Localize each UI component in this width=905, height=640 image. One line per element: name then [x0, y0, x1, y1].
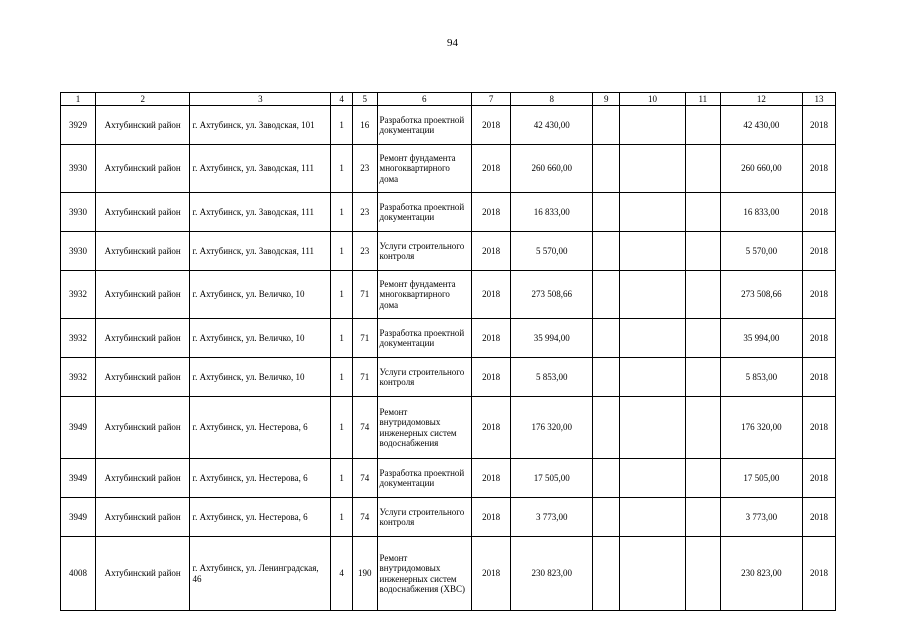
- col-5-value-cell: 71: [352, 319, 377, 358]
- row-number-cell: 3930: [61, 232, 96, 271]
- col-10-value-cell: [620, 537, 686, 611]
- table-header-row: [61, 93, 836, 106]
- total-amount-cell: 260 660,00: [720, 145, 802, 193]
- row-number-cell: 3932: [61, 358, 96, 397]
- row-number-cell: 3949: [61, 397, 96, 459]
- row-number-cell: 3949: [61, 498, 96, 537]
- col-5-value-cell: 74: [352, 498, 377, 537]
- district-cell: Ахтубинский район: [95, 459, 190, 498]
- column-header-10: 10: [620, 93, 686, 106]
- total-amount-cell: 3 773,00: [720, 498, 802, 537]
- col-9-value-cell: [593, 459, 620, 498]
- end-year-cell: 2018: [803, 193, 836, 232]
- col-11-value-cell: [685, 106, 720, 145]
- address-cell: г. Ахтубинск, ул. Заводская, 111: [190, 145, 331, 193]
- total-amount-cell: 42 430,00: [720, 106, 802, 145]
- year-cell: 2018: [472, 397, 511, 459]
- work-type-cell: Разработка проектной документации: [377, 319, 472, 358]
- column-header-1: 1: [61, 93, 96, 106]
- col-11-value-cell: [685, 498, 720, 537]
- column-header-6: 6: [377, 93, 472, 106]
- table-row: [61, 145, 836, 193]
- col-4-value-cell: 1: [331, 358, 353, 397]
- amount-cell: 176 320,00: [511, 397, 593, 459]
- year-cell: 2018: [472, 232, 511, 271]
- work-type-cell: Разработка проектной документации: [377, 193, 472, 232]
- year-cell: 2018: [472, 271, 511, 319]
- table-row: [61, 271, 836, 319]
- table-row: [61, 193, 836, 232]
- col-9-value-cell: [593, 537, 620, 611]
- col-5-value-cell: 74: [352, 459, 377, 498]
- year-cell: 2018: [472, 193, 511, 232]
- row-number-cell: 3930: [61, 145, 96, 193]
- col-11-value-cell: [685, 271, 720, 319]
- table-row: [61, 106, 836, 145]
- col-10-value-cell: [620, 358, 686, 397]
- address-cell: г. Ахтубинск, ул. Заводская, 101: [190, 106, 331, 145]
- address-cell: г. Ахтубинск, ул. Нестерова, 6: [190, 397, 331, 459]
- col-11-value-cell: [685, 145, 720, 193]
- col-5-value-cell: 16: [352, 106, 377, 145]
- col-11-value-cell: [685, 397, 720, 459]
- end-year-cell: 2018: [803, 397, 836, 459]
- year-cell: 2018: [472, 358, 511, 397]
- total-amount-cell: 17 505,00: [720, 459, 802, 498]
- col-4-value-cell: 1: [331, 319, 353, 358]
- end-year-cell: 2018: [803, 358, 836, 397]
- address-cell: г. Ахтубинск, ул. Ленинградская, 46: [190, 537, 331, 611]
- column-header-3: 3: [190, 93, 331, 106]
- amount-cell: 35 994,00: [511, 319, 593, 358]
- year-cell: 2018: [472, 537, 511, 611]
- col-5-value-cell: 190: [352, 537, 377, 611]
- total-amount-cell: 273 508,66: [720, 271, 802, 319]
- work-type-cell: Ремонт внутридомовых инженерных систем водоснабжения (ХВС): [377, 537, 472, 611]
- col-10-value-cell: [620, 498, 686, 537]
- amount-cell: 230 823,00: [511, 537, 593, 611]
- amount-cell: 260 660,00: [511, 145, 593, 193]
- district-cell: Ахтубинский район: [95, 358, 190, 397]
- column-header-11: 11: [685, 93, 720, 106]
- col-11-value-cell: [685, 537, 720, 611]
- col-9-value-cell: [593, 232, 620, 271]
- page-number: 94: [447, 37, 458, 49]
- work-type-cell: Разработка проектной документации: [377, 459, 472, 498]
- col-5-value-cell: 74: [352, 397, 377, 459]
- work-type-cell: Услуги строительного контроля: [377, 498, 472, 537]
- col-9-value-cell: [593, 397, 620, 459]
- col-5-value-cell: 23: [352, 232, 377, 271]
- table-row: [61, 358, 836, 397]
- column-header-13: 13: [803, 93, 836, 106]
- year-cell: 2018: [472, 319, 511, 358]
- col-9-value-cell: [593, 319, 620, 358]
- work-type-cell: Разработка проектной документации: [377, 106, 472, 145]
- end-year-cell: 2018: [803, 145, 836, 193]
- amount-cell: 3 773,00: [511, 498, 593, 537]
- table-row: [61, 459, 836, 498]
- col-9-value-cell: [593, 498, 620, 537]
- col-10-value-cell: [620, 459, 686, 498]
- work-type-cell: Ремонт внутридомовых инженерных систем водоснабжения: [377, 397, 472, 459]
- column-header-2: 2: [95, 93, 190, 106]
- col-4-value-cell: 1: [331, 106, 353, 145]
- end-year-cell: 2018: [803, 537, 836, 611]
- address-cell: г. Ахтубинск, ул. Нестерова, 6: [190, 498, 331, 537]
- column-header-5: 5: [352, 93, 377, 106]
- end-year-cell: 2018: [803, 232, 836, 271]
- end-year-cell: 2018: [803, 319, 836, 358]
- year-cell: 2018: [472, 106, 511, 145]
- total-amount-cell: 16 833,00: [720, 193, 802, 232]
- col-9-value-cell: [593, 145, 620, 193]
- column-header-4: 4: [331, 93, 353, 106]
- col-4-value-cell: 1: [331, 271, 353, 319]
- district-cell: Ахтубинский район: [95, 232, 190, 271]
- work-type-cell: Ремонт фундамента многоквартирного дома: [377, 145, 472, 193]
- amount-cell: 5 853,00: [511, 358, 593, 397]
- address-cell: г. Ахтубинск, ул. Величко, 10: [190, 319, 331, 358]
- col-10-value-cell: [620, 145, 686, 193]
- district-cell: Ахтубинский район: [95, 193, 190, 232]
- year-cell: 2018: [472, 145, 511, 193]
- year-cell: 2018: [472, 498, 511, 537]
- col-10-value-cell: [620, 319, 686, 358]
- table-row: [61, 537, 836, 611]
- table-row: [61, 397, 836, 459]
- col-4-value-cell: 1: [331, 459, 353, 498]
- amount-cell: 17 505,00: [511, 459, 593, 498]
- col-5-value-cell: 23: [352, 193, 377, 232]
- col-5-value-cell: 71: [352, 358, 377, 397]
- table-row: [61, 319, 836, 358]
- total-amount-cell: 5 570,00: [720, 232, 802, 271]
- district-cell: Ахтубинский район: [95, 498, 190, 537]
- column-header-7: 7: [472, 93, 511, 106]
- row-number-cell: 3929: [61, 106, 96, 145]
- table-row: [61, 232, 836, 271]
- end-year-cell: 2018: [803, 106, 836, 145]
- col-10-value-cell: [620, 193, 686, 232]
- row-number-cell: 3932: [61, 319, 96, 358]
- work-type-cell: Услуги строительного контроля: [377, 358, 472, 397]
- column-header-9: 9: [593, 93, 620, 106]
- col-4-value-cell: 1: [331, 397, 353, 459]
- col-9-value-cell: [593, 358, 620, 397]
- col-9-value-cell: [593, 106, 620, 145]
- col-10-value-cell: [620, 271, 686, 319]
- col-10-value-cell: [620, 106, 686, 145]
- address-cell: г. Ахтубинск, ул. Величко, 10: [190, 271, 331, 319]
- district-cell: Ахтубинский район: [95, 271, 190, 319]
- col-4-value-cell: 1: [331, 232, 353, 271]
- district-cell: Ахтубинский район: [95, 145, 190, 193]
- end-year-cell: 2018: [803, 459, 836, 498]
- total-amount-cell: 35 994,00: [720, 319, 802, 358]
- col-5-value-cell: 23: [352, 145, 377, 193]
- col-4-value-cell: 1: [331, 145, 353, 193]
- col-9-value-cell: [593, 271, 620, 319]
- year-cell: 2018: [472, 459, 511, 498]
- col-10-value-cell: [620, 232, 686, 271]
- address-cell: г. Ахтубинск, ул. Нестерова, 6: [190, 459, 331, 498]
- end-year-cell: 2018: [803, 271, 836, 319]
- total-amount-cell: 230 823,00: [720, 537, 802, 611]
- amount-cell: 16 833,00: [511, 193, 593, 232]
- row-number-cell: 3949: [61, 459, 96, 498]
- district-cell: Ахтубинский район: [95, 319, 190, 358]
- col-10-value-cell: [620, 397, 686, 459]
- amount-cell: 42 430,00: [511, 106, 593, 145]
- district-cell: Ахтубинский район: [95, 537, 190, 611]
- col-9-value-cell: [593, 193, 620, 232]
- row-number-cell: 3932: [61, 271, 96, 319]
- district-cell: Ахтубинский район: [95, 397, 190, 459]
- address-cell: г. Ахтубинск, ул. Заводская, 111: [190, 193, 331, 232]
- col-4-value-cell: 1: [331, 193, 353, 232]
- registry-table: [60, 92, 836, 611]
- address-cell: г. Ахтубинск, ул. Величко, 10: [190, 358, 331, 397]
- col-4-value-cell: 1: [331, 498, 353, 537]
- row-number-cell: 4008: [61, 537, 96, 611]
- table-row: [61, 498, 836, 537]
- total-amount-cell: 5 853,00: [720, 358, 802, 397]
- work-type-cell: Ремонт фундамента многоквартирного дома: [377, 271, 472, 319]
- col-11-value-cell: [685, 358, 720, 397]
- district-cell: Ахтубинский район: [95, 106, 190, 145]
- table-body: [61, 106, 836, 611]
- column-header-8: 8: [511, 93, 593, 106]
- col-5-value-cell: 71: [352, 271, 377, 319]
- col-11-value-cell: [685, 319, 720, 358]
- work-type-cell: Услуги строительного контроля: [377, 232, 472, 271]
- col-11-value-cell: [685, 459, 720, 498]
- column-header-12: 12: [720, 93, 802, 106]
- row-number-cell: 3930: [61, 193, 96, 232]
- end-year-cell: 2018: [803, 498, 836, 537]
- amount-cell: 5 570,00: [511, 232, 593, 271]
- amount-cell: 273 508,66: [511, 271, 593, 319]
- col-11-value-cell: [685, 232, 720, 271]
- total-amount-cell: 176 320,00: [720, 397, 802, 459]
- col-4-value-cell: 4: [331, 537, 353, 611]
- address-cell: г. Ахтубинск, ул. Заводская, 111: [190, 232, 331, 271]
- col-11-value-cell: [685, 193, 720, 232]
